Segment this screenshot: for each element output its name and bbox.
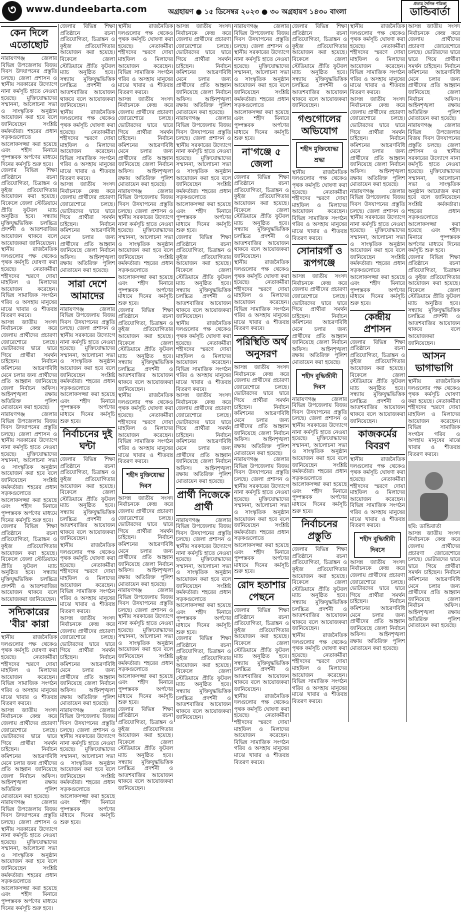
article-text: নারায়ণগঞ্জ জেলার বিভিন্ন উপজেলায় বিজয় দিবস উদযাপনের প্রস্তুতি চলছে। জেলা প্রশাসন ও স্থানীয় সরকারের উদ্যোগে নানা কর্মসূচি হাতে নেওয়া হয়েছে। মুক্তিযোদ্ধাদের সম্মাননা, আলোচনা সভা ও সাংস্কৃতিক অনুষ্ঠান আয়োজন করা হবে বলে জানিয়েছেন সংশ্লিষ্ট কর্মকর্তারা। শহরের প্রধান সড়কগুলোতে আলোকসজ্জা করা হয়েছে এবং শহীদ মিনারে পুষ্পস্তবক অর্পণের মাধ্যমে দিনের কর্মসূচি শুরু হবে। xyxy=(60,707,115,826)
article-text: স্থানীয় রাজনৈতিক দলগুলোর পক্ষ থেকেও পৃথক কর্মসূচি ঘোষণা করা হয়েছে। নেতাকর্মীরা শহীদদের স্মরণে দোয়া মাহফিল ও মিলাদের আয়োজন করেছেন। বিভিন্ন সামাজিক সংগঠন গরিব ও অসহায় মানুষের মাঝে খাবার ও শীতবস্ত্র বিতরণ করবে। xyxy=(118,393,173,466)
column-5 xyxy=(234,24,289,766)
headline[interactable]: সদ্যিকারের 'বীর' কারা xyxy=(1,605,57,633)
article-text: নারায়ণগঞ্জ জেলার বিভিন্ন উপজেলায় বিজয় দিবস উদযাপনের প্রস্তুতি চলছে। জেলা প্রশাসন ও স্থানীয় সরকারের উদ্যোগে নানা কর্মসূচি হাতে নেওয়া হয়েছে। মুক্তিযোদ্ধাদের সম্মাননা, আলোচনা সভা ও সাংস্কৃতিক অনুষ্ঠান আয়োজন করা হবে বলে জানিয়েছেন সংশ্লিষ্ট কর্মকর্তারা। শহরের প্রধান সড়কগুলোতে আলোকসজ্জা করা হয়েছে এবং শহীদ মিনারে পুষ্পস্তবক অর্পণের মাধ্যমে দিনের কর্মসূচি শুরু হবে। xyxy=(60,306,115,425)
photo-placeholder-icon xyxy=(408,461,460,521)
headline[interactable]: কাজকর্মের বিবরণ xyxy=(350,427,405,455)
article-text: জেলার বিভিন্ন শিক্ষা প্রতিষ্ঠানে রচনা প্রতিযোগিতা, চিত্রাঙ্কন ও কুইজ প্রতিযোগিতার আয়োজন করা হয়েছে। বিকেলে জেলা স্টেডিয়ামে প্রীতি ফুটবল ম্যাচ অনুষ্ঠিত হবে। সন্ধ্যায় মুক্তিযুদ্ধভিত্তিক চলচ্চিত্র প্রদর্শনী ও আতশবাজির আয়োজন থাকবে বলে আয়োজকরা জানিয়েছেন। xyxy=(60,457,115,543)
logo-name: ডান্ডিবার্তা xyxy=(410,7,450,18)
article-text: স্থানীয় রাজনৈতিক দলগুলোর পক্ষ থেকেও পৃথক কর্মসূচি ঘোষণা করা হয়েছে। নেতাকর্মীরা শহীদদের স্মরণে দোয়া মাহফিল ও মিলাদের আয়োজন করেছেন। বিভিন্ন সামাজিক সংগঠন গরিব ও অসহায় মানুষের মাঝে খাবার ও শীতবস্ত্র বিতরণ করবে। xyxy=(1,247,57,320)
column-divider xyxy=(290,24,291,722)
article-text: আসন্ন জাতীয় সংসদ নির্বাচনকে কেন্দ্র করে জেলায় প্রার্থীদের প্রচারণা জোরেশোরে চলছে। ভোটারদের দ্বারে দ্বারে গিয়ে প্রার্থীরা সমর্থন চাইছেন। নির্বাচন কমিশনের আচরণবিধি মেনে চলার জন্য প্রার্থীদের প্রতি আহ্বান জানিয়েছে জেলা নির্বাচন অফিস। আইনশৃঙ্খলা রক্ষায় অতিরিক্ত পুলিশ মোতায়েন করা হয়েছে। xyxy=(176,393,231,485)
article-text: স্থানীয় রাজনৈতিক দলগুলোর পক্ষ থেকেও পৃথক কর্মসূচি ঘোষণা করা হয়েছে। নেতাকর্মীরা শহীদদের স্মরণে দোয়া মাহফিল ও মিলাদের আয়োজন করেছেন। বিভিন্ন সামাজিক সংগঠন গরিব ও অসহায় মানুষের মাঝে খাবার ও শীতবস্ত্র বিতরণ করবে। xyxy=(176,320,231,393)
article-text: স্থানীয় রাজনৈতিক দলগুলোর পক্ষ থেকেও পৃথক কর্মসূচি ঘোষণা করা হয়েছে। নেতাকর্মীরা শহীদদের স্মরণে দোয়া মাহফিল ও মিলাদের আয়োজন করেছেন। বিভিন্ন সামাজিক সংগঠন গরিব ও অসহায় মানুষের মাঝে খাবার ও শীতবস্ত্র বিতরণ করবে। xyxy=(292,169,347,242)
headline[interactable]: নির্বাচনের প্রস্তুতি xyxy=(292,517,347,545)
article-text: স্থানীয় রাজনৈতিক দলগুলোর পক্ষ থেকেও পৃথক কর্মসূচি ঘোষণা করা হয়েছে। নেতাকর্মীরা শহীদদের স্মরণে দোয়া মাহফিল ও মিলাদের আয়োজন করেছেন। বিভিন্ন সামাজিক সংগঠন গরিব ও অসহায় মানুষের মাঝে খাবার ও শীতবস্ত্র বিতরণ করবে। xyxy=(350,457,405,530)
article-text: আসন্ন জাতীয় সংসদ নির্বাচনকে কেন্দ্র করে জেলায় প্রার্থীদের প্রচারণা জোরেশোরে চলছে। ভোটারদের দ্বারে দ্বারে গিয়ে প্রার্থীরা সমর্থন চাইছেন। নির্বাচন কমিশনের আচরণবিধি মেনে চলার জন্য প্রার্থীদের প্রতি আহ্বান জানিয়েছে জেলা নির্বাচন অফিস। আইনশৃঙ্খলা রক্ষায় অতিরিক্ত পুলিশ মোতায়েন করা হয়েছে। xyxy=(118,96,173,189)
article-text: নারায়ণগঞ্জ জেলার বিভিন্ন উপজেলায় বিজয় দিবস উদযাপনের প্রস্তুতি চলছে। জেলা প্রশাসন ও স্থানীয় সরকারের উদ্যোগে নানা কর্মসূচি হাতে নেওয়া হয়েছে। মুক্তিযোদ্ধাদের সম্মাননা, আলোচনা সভা ও সাংস্কৃতিক অনুষ্ঠান আয়োজন করা হবে বলে জানিয়েছেন সংশ্লিষ্ট কর্মকর্তারা। শহরের প্রধান সড়কগুলোতে আলোকসজ্জা করা হয়েছে এবং শহীদ মিনারে পুষ্পস্তবক অর্পণের মাধ্যমে দিনের কর্মসূচি শুরু হবে। xyxy=(176,116,231,235)
headline[interactable]: কেন্দ্রীয় প্রশাসন xyxy=(350,310,405,338)
article-text: নারায়ণগঞ্জ জেলার বিভিন্ন উপজেলায় বিজয় দিবস উদযাপনের প্রস্তুতি চলছে। জেলা প্রশাসন ও স্থানীয় সরকারের উদ্যোগে নানা কর্মসূচি হাতে নেওয়া হয়েছে। মুক্তিযোদ্ধাদের সম্মাননা, আলোচনা সভা ও সাংস্কৃতিক অনুষ্ঠান আয়োজন করা হবে বলে জানিয়েছেন সংশ্লিষ্ট কর্মকর্তারা। শহরের প্রধান সড়কগুলোতে আলোকসজ্জা করা হয়েছে এবং শহীদ মিনারে পুষ্পস্তবক অর্পণের মাধ্যমে দিনের কর্মসূচি শুরু হবে। xyxy=(1,56,57,168)
masthead xyxy=(0,0,461,23)
column-divider xyxy=(174,24,175,722)
column-4 xyxy=(176,24,231,724)
article-text: স্থানীয় রাজনৈতিক দলগুলোর পক্ষ থেকেও পৃথক কর্মসূচি ঘোষণা করা হয়েছে। নেতাকর্মীরা শহীদদের স্মরণে দোয়া মাহফিল ও মিলাদের আয়োজন করেছেন। বিভিন্ন সামাজিক সংগঠন গরিব ও অসহায় মানুষের মাঝে খাবার ও শীতবস্ত্র বিতরণ করবে। xyxy=(234,260,289,333)
article-text: আসন্ন জাতীয় সংসদ নির্বাচনকে কেন্দ্র করে জেলায় প্রার্থীদের প্রচারণা জোরেশোরে চলছে। ভোটারদের দ্বারে দ্বারে গিয়ে প্রার্থীরা সমর্থন চাইছেন। নির্বাচন কমিশনের আচরণবিধি মেনে চলার জন্য প্রার্থীদের প্রতি আহ্বান জানিয়েছে জেলা নির্বাচন অফিস। আইনশৃঙ্খলা রক্ষায় অতিরিক্ত পুলিশ মোতায়েন করা হয়েছে। xyxy=(1,707,57,800)
article-text: নারায়ণগঞ্জ জেলার বিভিন্ন উপজেলায় বিজয় দিবস উদযাপনের প্রস্তুতি চলছে। জেলা প্রশাসন ও স্থানীয় সরকারের উদ্যোগে নানা কর্মসূচি হাতে নেওয়া হয়েছে। মুক্তিযোদ্ধাদের সম্মাননা, আলোচনা সভা ও সাংস্কৃতিক অনুষ্ঠান আয়োজন করা হবে বলে জানিয়েছেন সংশ্লিষ্ট কর্মকর্তারা। শহরের প্রধান সড়কগুলোতে আলোকসজ্জা করা হয়েছে এবং শহীদ মিনারে পুষ্পস্তবক অর্পণের মাধ্যমে দিনের কর্মসূচি শুরু হবে। xyxy=(1,412,57,524)
news-photo xyxy=(408,461,460,521)
article-text: নারায়ণগঞ্জ জেলার বিভিন্ন উপজেলায় বিজয় দিবস উদযাপনের প্রস্তুতি চলছে। জেলা প্রশাসন ও স্থানীয় সরকারের উদ্যোগে নানা কর্মসূচি হাতে নেওয়া হয়েছে। মুক্তিযোদ্ধাদের সম্মাননা, আলোচনা সভা ও সাংস্কৃতিক অনুষ্ঠান আয়োজন করা হবে বলে জানিয়েছেন সংশ্লিষ্ট কর্মকর্তারা। শহরের প্রধান সড়কগুলোতে আলোকসজ্জা করা হয়েছে এবং শহীদ মিনারে পুষ্পস্তবক অর্পণের মাধ্যমে দিনের কর্মসূচি শুরু হবে। xyxy=(350,188,405,307)
article-text: আসন্ন জাতীয় সংসদ নির্বাচনকে কেন্দ্র করে জেলায় প্রার্থীদের প্রচারণা জোরেশোরে চলছে। ভোটারদের দ্বারে দ্বারে গিয়ে প্রার্থীরা সমর্থন চাইছেন। নির্বাচন কমিশনের আচরণবিধি মেনে চলার জন্য প্রার্থীদের প্রতি আহ্বান জানিয়েছে জেলা নির্বাচন অফিস। আইনশৃঙ্খলা রক্ষায় অতিরিক্ত পুলিশ মোতায়েন করা হয়েছে। xyxy=(408,530,460,630)
article-text: জেলার বিভিন্ন শিক্ষা প্রতিষ্ঠানে রচনা প্রতিযোগিতা, চিত্রাঙ্কন ও কুইজ প্রতিযোগিতার আয়োজন করা হয়েছে। বিকেলে জেলা স্টেডিয়ামে প্রীতি ফুটবল ম্যাচ অনুষ্ঠিত হবে। সন্ধ্যায় মুক্তিযুদ্ধভিত্তিক চলচ্চিত্র প্রদর্শনী ও আতশবাজির আয়োজন থাকবে বলে আয়োজকরা জানিয়েছেন। xyxy=(234,607,289,694)
article-text: আসন্ন জাতীয় সংসদ নির্বাচনকে কেন্দ্র করে জেলায় প্রার্থীদের প্রচারণা জোরেশোরে চলছে। ভোটারদের দ্বারে দ্বারে গিয়ে প্রার্থীরা সমর্থন চাইছেন। নির্বাচন কমিশনের আচরণবিধি মেনে চলার জন্য প্রার্থীদের প্রতি আহ্বান জানিয়েছে জেলা নির্বাচন অফিস। আইনশৃঙ্খলা রক্ষায় অতিরিক্ত পুলিশ মোতায়েন করা হয়েছে। xyxy=(350,96,405,189)
article-text: আসন্ন জাতীয় সংসদ নির্বাচনকে কেন্দ্র করে জেলায় প্রার্থীদের প্রচারণা জোরেশোরে চলছে। ভোটারদের দ্বারে দ্বারে গিয়ে প্রার্থীরা সমর্থন চাইছেন। নির্বাচন কমিশনের আচরণবিধি মেনে চলার জন্য প্রার্থীদের প্রতি আহ্বান জানিয়েছে জেলা নির্বাচন অফিস। আইনশৃঙ্খলা রক্ষায় অতিরিক্ত পুলিশ মোতায়েন করা হয়েছে। xyxy=(60,182,115,274)
article-text: জেলার বিভিন্ন শিক্ষা প্রতিষ্ঠানে রচনা প্রতিযোগিতা, চিত্রাঙ্কন ও কুইজ প্রতিযোগিতার আয়োজন করা হয়েছে। বিকেলে জেলা স্টেডিয়ামে প্রীতি ফুটবল ম্যাচ অনুষ্ঠিত হবে। সন্ধ্যায় মুক্তিযুদ্ধভিত্তিক চলচ্চিত্র প্রদর্শনী ও আতশবাজির আয়োজন থাকবে বলে আয়োজকরা জানিয়েছেন। xyxy=(176,636,231,722)
article-text: নারায়ণগঞ্জ জেলার বিভিন্ন উপজেলায় বিজয় দিবস উদযাপনের প্রস্তুতি চলছে। জেলা প্রশাসন ও স্থানীয় সরকারের উদ্যোগে নানা কর্মসূচি হাতে নেওয়া হয়েছে। মুক্তিযোদ্ধাদের সম্মাননা, আলোচনা সভা ও সাংস্কৃতিক অনুষ্ঠান আয়োজন করা হবে বলে জানিয়েছেন সংশ্লিষ্ট কর্মকর্তারা। শহরের প্রধান সড়কগুলোতে আলোকসজ্জা করা হয়েছে এবং শহীদ মিনারে পুষ্পস্তবক অর্পণের মাধ্যমে দিনের কর্মসূচি শুরু হবে। xyxy=(118,588,173,707)
byline: শহীদ বুদ্ধিজীবী দিবস xyxy=(296,369,343,395)
article-text: জেলার বিভিন্ন শিক্ষা প্রতিষ্ঠানে রচনা প্রতিযোগিতা, চিত্রাঙ্কন ও কুইজ প্রতিযোগিতার আয়োজন করা হয়েছে। বিকেলে জেলা স্টেডিয়ামে প্রীতি ফুটবল ম্যাচ অনুষ্ঠিত হবে। সন্ধ্যায় মুক্তিযুদ্ধভিত্তিক চলচ্চিত্র প্রদর্শনী ও আতশবাজির আয়োজন থাকবে বলে আয়োজকরা জানিয়েছেন। xyxy=(1,168,57,247)
column-2 xyxy=(60,24,115,826)
byline: শহীদ মুক্তিযোদ্ধা দিবস xyxy=(122,468,169,494)
article-text: জেলার বিভিন্ন শিক্ষা প্রতিষ্ঠানে রচনা প্রতিযোগিতা, চিত্রাঙ্কন ও কুইজ প্রতিযোগিতার আয়োজন করা হয়েছে। বিকেলে জেলা স্টেডিয়ামে প্রীতি ফুটবল ম্যাচ অনুষ্ঠিত হবে। সন্ধ্যায় মুক্তিযুদ্ধভিত্তিক চলচ্চিত্র প্রদর্শনী ও আতশবাজির আয়োজন থাকবে বলে আয়োজকরা জানিয়েছেন। xyxy=(176,235,231,321)
article-text: আসন্ন জাতীয় সংসদ নির্বাচনকে কেন্দ্র করে জেলায় প্রার্থীদের প্রচারণা জোরেশোরে চলছে। ভোটারদের দ্বারে দ্বারে গিয়ে প্রার্থীরা সমর্থন চাইছেন। নির্বাচন কমিশনের আচরণবিধি মেনে চলার জন্য প্রার্থীদের প্রতি আহ্বান জানিয়েছে জেলা নির্বাচন অফিস। আইনশৃঙ্খলা রক্ষায় অতিরিক্ত পুলিশ মোতায়েন করা হয়েছে। xyxy=(408,24,460,123)
column-1 xyxy=(1,24,57,912)
article-text: স্থানীয় রাজনৈতিক দলগুলোর পক্ষ থেকেও পৃথক কর্মসূচি ঘোষণা করা হয়েছে। নেতাকর্মীরা শহীদদের স্মরণে দোয়া মাহফিল ও মিলাদের আয়োজন করেছেন। বিভিন্ন সামাজিক সংগঠন গরিব ও অসহায় মানুষের মাঝে খাবার ও শীতবস্ত্র বিতরণ করবে। xyxy=(60,109,115,182)
byline: শহীদ বুদ্ধিজীবী দিবসে xyxy=(354,532,401,558)
article-text: স্থানীয় রাজনৈতিক দলগুলোর পক্ষ থেকেও পৃথক কর্মসূচি ঘোষণা করা হয়েছে। নেতাকর্মীরা শহীদদের স্মরণে দোয়া মাহফিল ও মিলাদের আয়োজন করেছেন। বিভিন্ন সামাজিক সংগঠন গরিব ও অসহায় মানুষের মাঝে খাবার ও শীতবস্ত্র বিতরণ করবে। xyxy=(408,379,460,458)
column-divider xyxy=(58,24,59,722)
article-text: জেলার বিভিন্ন শিক্ষা প্রতিষ্ঠানে রচনা প্রতিযোগিতা, চিত্রাঙ্কন ও কুইজ প্রতিযোগিতার আয়োজন করা হয়েছে। বিকেলে জেলা স্টেডিয়ামে প্রীতি ফুটবল ম্যাচ অনুষ্ঠিত হবে। সন্ধ্যায় মুক্তিযুদ্ধভিত্তিক চলচ্চিত্র প্রদর্শনী ও আতশবাজির আয়োজন থাকবে বলে আয়োজকরা জানিয়েছেন। xyxy=(350,339,405,425)
headline[interactable]: সোনারগাঁ ও রূপগঞ্জে xyxy=(292,244,347,272)
headline[interactable]: রোদ হতাশার পেছনে xyxy=(234,578,289,606)
date-line: অগ্রহায়ণ ● ১৫ ডিসেম্বর ২০২৩ ● ৩০ অগ্রহায়ণ ১৪৩০ বাংলা xyxy=(168,8,347,16)
article-text: স্থানীয় রাজনৈতিক দলগুলোর পক্ষ থেকেও পৃথক কর্মসূচি ঘোষণা করা হয়েছে। নেতাকর্মীরা শহীদদের স্মরণে দোয়া মাহফিল ও মিলাদের আয়োজন করেছেন। বিভিন্ন সামাজিক সংগঠন গরিব ও অসহায় মানুষের মাঝে খাবার ও শীতবস্ত্র বিতরণ করবে। xyxy=(118,24,173,96)
page-number: ৩ xyxy=(2,1,22,21)
column-3 xyxy=(118,24,173,792)
column-divider xyxy=(116,24,117,722)
article-text: আসন্ন জাতীয় সংসদ নির্বাচনকে কেন্দ্র করে জেলায় প্রার্থীদের প্রচারণা জোরেশোরে চলছে। ভোটারদের দ্বারে দ্বারে গিয়ে প্রার্থীরা সমর্থন চাইছেন। নির্বাচন কমিশনের আচরণবিধি মেনে চলার জন্য প্রার্থীদের প্রতি আহ্বান জানিয়েছে জেলা নির্বাচন অফিস। আইনশৃঙ্খলা রক্ষায় অতিরিক্ত পুলিশ মোতায়েন করা হয়েছে। xyxy=(234,364,289,457)
article-text: আসন্ন জাতীয় সংসদ নির্বাচনকে কেন্দ্র করে জেলায় প্রার্থীদের প্রচারণা জোরেশোরে চলছে। ভোটারদের দ্বারে দ্বারে গিয়ে প্রার্থীরা সমর্থন চাইছেন। নির্বাচন কমিশনের আচরণবিধি মেনে চলার জন্য প্রার্থীদের প্রতি আহ্বান জানিয়েছে জেলা নির্বাচন অফিস। আইনশৃঙ্খলা রক্ষায় অতিরিক্ত পুলিশ মোতায়েন করা হয়েছে। xyxy=(118,495,173,588)
article-text: স্থানীয় রাজনৈতিক দলগুলোর পক্ষ থেকেও পৃথক কর্মসূচি ঘোষণা করা হয়েছে। নেতাকর্মীরা শহীদদের স্মরণে দোয়া মাহফিল ও মিলাদের আয়োজন করেছেন। বিভিন্ন সামাজিক সংগঠন গরিব ও অসহায় মানুষের মাঝে খাবার ও শীতবস্ত্র বিতরণ করবে। xyxy=(350,24,405,96)
newspaper-logo xyxy=(401,0,459,23)
article-text: জেলার বিভিন্ন শিক্ষা প্রতিষ্ঠানে রচনা প্রতিযোগিতা, চিত্রাঙ্কন ও কুইজ প্রতিযোগিতার আয়োজন করা হয়েছে। বিকেলে জেলা স্টেডিয়ামে প্রীতি ফুটবল ম্যাচ অনুষ্ঠিত হবে। সন্ধ্যায় মুক্তিযুদ্ধভিত্তিক চলচ্চিত্র প্রদর্শনী ও আতশবাজির আয়োজন থাকবে বলে আয়োজকরা জানিয়েছেন। xyxy=(1,524,57,603)
article-text: স্থানীয় রাজনৈতিক দলগুলোর পক্ষ থেকেও পৃথক কর্মসূচি ঘোষণা করা হয়েছে। নেতাকর্মীরা শহীদদের স্মরণে দোয়া মাহফিল ও মিলাদের আয়োজন করেছেন। বিভিন্ন সামাজিক সংগঠন গরিব ও অসহায় মানুষের মাঝে খাবার ও শীতবস্ত্র বিতরণ করবে। xyxy=(292,632,347,705)
headline[interactable]: সারা দেশে আমাদের xyxy=(60,277,115,305)
headline[interactable]: না'গঞ্জে ৫ জেলা xyxy=(234,145,289,173)
column-divider xyxy=(406,24,407,722)
headline[interactable]: আসন ভাগাভাগি xyxy=(408,349,460,377)
article-text: স্থানীয় রাজনৈতিক দলগুলোর পক্ষ থেকেও পৃথক কর্মসূচি ঘোষণা করা হয়েছে। নেতাকর্মীরা শহীদদের স্মরণে দোয়া মাহফিল ও মিলাদের আয়োজন করেছেন। বিভিন্ন সামাজিক সংগঠন গরিব ও অসহায় মানুষের মাঝে খাবার ও শীতবস্ত্র বিতরণ করবে। xyxy=(234,693,289,766)
article-text: জেলার বিভিন্ন শিক্ষা প্রতিষ্ঠানে রচনা প্রতিযোগিতা, চিত্রাঙ্কন ও কুইজ প্রতিযোগিতার আয়োজন করা হয়েছে। বিকেলে জেলা স্টেডিয়ামে প্রীতি ফুটবল ম্যাচ অনুষ্ঠিত হবে। সন্ধ্যায় মুক্তিযুদ্ধভিত্তিক চলচ্চিত্র প্রদর্শনী ও আতশবাজির আয়োজন থাকবে বলে আয়োজকরা জানিয়েছেন। xyxy=(408,254,460,347)
article-text: নারায়ণগঞ্জ জেলার বিভিন্ন উপজেলায় বিজয় দিবস উদযাপনের প্রস্তুতি চলছে। জেলা প্রশাসন ও স্থানীয় সরকারের উদ্যোগে নানা কর্মসূচি হাতে নেওয়া হয়েছে। মুক্তিযোদ্ধাদের সম্মাননা, আলোচনা সভা ও সাংস্কৃতিক অনুষ্ঠান আয়োজন করা হবে বলে জানিয়েছেন সংশ্লিষ্ট কর্মকর্তারা। শহরের প্রধান সড়কগুলোতে আলোকসজ্জা করা হয়েছে এবং শহীদ মিনারে পুষ্পস্তবক অর্পণের মাধ্যমে দিনের কর্মসূচি শুরু হবে। xyxy=(118,188,173,307)
article-text: জেলার বিভিন্ন শিক্ষা প্রতিষ্ঠানে রচনা প্রতিযোগিতা, চিত্রাঙ্কন ও কুইজ প্রতিযোগিতার আয়োজন করা হয়েছে। বিকেলে জেলা স্টেডিয়ামে প্রীতি ফুটবল ম্যাচ অনুষ্ঠিত হবে। সন্ধ্যায় মুক্তিযুদ্ধভিত্তিক চলচ্চিত্র প্রদর্শনী ও আতশবাজির আয়োজন থাকবে বলে আয়োজকরা জানিয়েছেন। xyxy=(292,547,347,633)
article-text: জেলার বিভিন্ন শিক্ষা প্রতিষ্ঠানে রচনা প্রতিযোগিতা, চিত্রাঙ্কন ও কুইজ প্রতিযোগিতার আয়োজন করা হয়েছে। বিকেলে জেলা স্টেডিয়ামে প্রীতি ফুটবল ম্যাচ অনুষ্ঠিত হবে। সন্ধ্যায় মুক্তিযুদ্ধভিত্তিক চলচ্চিত্র প্রদর্শনী ও আতশবাজির আয়োজন থাকবে বলে আয়োজকরা জানিয়েছেন। xyxy=(234,174,289,260)
logo-tagline: প্রত্যয় দৈনিক পত্রিকা xyxy=(413,1,447,6)
article-text: আসন্ন জাতীয় সংসদ নির্বাচনকে কেন্দ্র করে জেলায় প্রার্থীদের প্রচারণা জোরেশোরে চলছে। ভোটারদের দ্বারে দ্বারে গিয়ে প্রার্থীরা সমর্থন চাইছেন। নির্বাচন কমিশনের আচরণবিধি মেনে চলার জন্য প্রার্থীদের প্রতি আহ্বান জানিয়েছে জেলা নির্বাচন অফিস। আইনশৃঙ্খলা রক্ষায় অতিরিক্ত পুলিশ মোতায়েন করা হয়েছে। xyxy=(292,274,347,366)
article-text: আসন্ন জাতীয় সংসদ নির্বাচনকে কেন্দ্র করে জেলায় প্রার্থীদের প্রচারণা জোরেশোরে চলছে। ভোটারদের দ্বারে দ্বারে গিয়ে প্রার্থীরা সমর্থন চাইছেন। নির্বাচন কমিশনের আচরণবিধি মেনে চলার জন্য প্রার্থীদের প্রতি আহ্বান জানিয়েছে জেলা নির্বাচন অফিস। আইনশৃঙ্খলা রক্ষায় অতিরিক্ত পুলিশ মোতায়েন করা হয়েছে। xyxy=(350,559,405,652)
headline[interactable]: প্রার্থী নিজেকে প্রার্থী xyxy=(176,488,231,516)
article-text: আসন্ন জাতীয় সংসদ নির্বাচনকে কেন্দ্র করে জেলায় প্রার্থীদের প্রচারণা জোরেশোরে চলছে। ভোটারদের দ্বারে দ্বারে গিয়ে প্রার্থীরা সমর্থন চাইছেন। নির্বাচন কমিশনের আচরণবিধি মেনে চলার জন্য প্রার্থীদের প্রতি আহ্বান জানিয়েছে জেলা নির্বাচন অফিস। আইনশৃঙ্খলা রক্ষায় অতিরিক্ত পুলিশ মোতায়েন করা হয়েছে। xyxy=(1,319,57,412)
article-text: নারায়ণগঞ্জ জেলার বিভিন্ন উপজেলায় বিজয় দিবস উদযাপনের প্রস্তুতি চলছে। জেলা প্রশাসন ও স্থানীয় সরকারের উদ্যোগে নানা কর্মসূচি হাতে নেওয়া হয়েছে। মুক্তিযোদ্ধাদের সম্মাননা, আলোচনা সভা ও সাংস্কৃতিক অনুষ্ঠান আয়োজন করা হবে বলে জানিয়েছেন সংশ্লিষ্ট কর্মকর্তারা। শহরের প্রধান সড়কগুলোতে আলোকসজ্জা করা হয়েছে এবং শহীদ মিনারে পুষ্পস্তবক অর্পণের মাধ্যমে দিনের কর্মসূচি শুরু হবে। xyxy=(234,457,289,576)
headline[interactable]: গণ্ডগোলের অভিযোগ xyxy=(292,112,347,140)
article-text: নারায়ণগঞ্জ জেলার বিভিন্ন উপজেলায় বিজয় দিবস উদযাপনের প্রস্তুতি চলছে। জেলা প্রশাসন ও স্থানীয় সরকারের উদ্যোগে নানা কর্মসূচি হাতে নেওয়া হয়েছে। মুক্তিযোদ্ধাদের সম্মাননা, আলোচনা সভা ও সাংস্কৃতিক অনুষ্ঠান আয়োজন করা হবে বলে জানিয়েছেন সংশ্লিষ্ট কর্মকর্তারা। শহরের প্রধান সড়কগুলোতে আলোকসজ্জা করা হয়েছে এবং শহীদ মিনারে পুষ্পস্তবক অর্পণের মাধ্যমে দিনের কর্মসূচি শুরু হবে। xyxy=(408,122,460,255)
headline[interactable]: নির্বাচনের দুই ঘন্টা xyxy=(60,427,115,455)
column-divider xyxy=(232,24,233,722)
byline: শহীদ মুক্তিযোদ্ধা শ্রদ্ধা xyxy=(296,142,343,168)
article-text: নারায়ণগঞ্জ জেলার বিভিন্ন উপজেলায় বিজয় দিবস উদযাপনের প্রস্তুতি চলছে। জেলা প্রশাসন ও স্থানীয় সরকারের উদ্যোগে নানা কর্মসূচি হাতে নেওয়া হয়েছে। মুক্তিযোদ্ধাদের সম্মাননা, আলোচনা সভা ও সাংস্কৃতিক অনুষ্ঠান আয়োজন করা হবে বলে জানিয়েছেন সংশ্লিষ্ট কর্মকর্তারা। শহরের প্রধান সড়কগুলোতে আলোকসজ্জা করা হয়েছে এবং শহীদ মিনারে পুষ্পস্তবক অর্পণের মাধ্যমে দিনের কর্মসূচি শুরু হবে। xyxy=(1,800,57,912)
article-text: নারায়ণগঞ্জ জেলার বিভিন্ন উপজেলায় বিজয় দিবস উদযাপনের প্রস্তুতি চলছে। জেলা প্রশাসন ও স্থানীয় সরকারের উদ্যোগে নানা কর্মসূচি হাতে নেওয়া হয়েছে। মুক্তিযোদ্ধাদের সম্মাননা, আলোচনা সভা ও সাংস্কৃতিক অনুষ্ঠান আয়োজন করা হবে বলে জানিয়েছেন সংশ্লিষ্ট কর্মকর্তারা। শহরের প্রধান সড়কগুলোতে আলোকসজ্জা করা হয়েছে এবং শহীদ মিনারে পুষ্পস্তবক অর্পণের মাধ্যমে দিনের কর্মসূচি শুরু হবে। xyxy=(234,24,289,143)
article-text: জেলার বিভিন্ন শিক্ষা প্রতিষ্ঠানে রচনা প্রতিযোগিতা, চিত্রাঙ্কন ও কুইজ প্রতিযোগিতার আয়োজন করা হয়েছে। বিকেলে জেলা স্টেডিয়ামে প্রীতি ফুটবল ম্যাচ অনুষ্ঠিত হবে। সন্ধ্যায় মুক্তিযুদ্ধভিত্তিক চলচ্চিত্র প্রদর্শনী ও আতশবাজির আয়োজন থাকবে বলে আয়োজকরা জানিয়েছেন। xyxy=(292,24,347,110)
photo-caption: ছবি: ডান্ডিবার্তা xyxy=(408,524,442,531)
article-text: নারায়ণগঞ্জ জেলার বিভিন্ন উপজেলায় বিজয় দিবস উদযাপনের প্রস্তুতি চলছে। জেলা প্রশাসন ও স্থানীয় সরকারের উদ্যোগে নানা কর্মসূচি হাতে নেওয়া হয়েছে। মুক্তিযোদ্ধাদের সম্মাননা, আলোচনা সভা ও সাংস্কৃতিক অনুষ্ঠান আয়োজন করা হবে বলে জানিয়েছেন সংশ্লিষ্ট কর্মকর্তারা। শহরের প্রধান সড়কগুলোতে আলোকসজ্জা করা হয়েছে এবং শহীদ মিনারে পুষ্পস্তবক অর্পণের মাধ্যমে দিনের কর্মসূচি শুরু হবে। xyxy=(176,517,231,636)
headline[interactable]: পরিস্থিতি অর্থ অনুসরণ xyxy=(234,335,289,363)
article-text: নারায়ণগঞ্জ জেলার বিভিন্ন উপজেলায় বিজয় দিবস উদযাপনের প্রস্তুতি চলছে। জেলা প্রশাসন ও স্থানীয় সরকারের উদ্যোগে নানা কর্মসূচি হাতে নেওয়া হয়েছে। মুক্তিযোদ্ধাদের সম্মাননা, আলোচনা সভা ও সাংস্কৃতিক অনুষ্ঠান আয়োজন করা হবে বলে জানিয়েছেন সংশ্লিষ্ট কর্মকর্তারা। শহরের প্রধান সড়কগুলোতে আলোকসজ্জা করা হয়েছে এবং শহীদ মিনারে পুষ্পস্তবক অর্পণের মাধ্যমে দিনের কর্মসূচি শুরু হবে। xyxy=(292,396,347,515)
site-url[interactable]: www.dundeebarta.com xyxy=(26,5,148,15)
article-text: জেলার বিভিন্ন শিক্ষা প্রতিষ্ঠানে রচনা প্রতিযোগিতা, চিত্রাঙ্কন ও কুইজ প্রতিযোগিতার আয়োজন করা হয়েছে। বিকেলে জেলা স্টেডিয়ামে প্রীতি ফুটবল ম্যাচ অনুষ্ঠিত হবে। সন্ধ্যায় মুক্তিযুদ্ধভিত্তিক চলচ্চিত্র প্রদর্শনী ও আতশবাজির আয়োজন থাকবে বলে আয়োজকরা জানিয়েছেন। xyxy=(118,307,173,393)
article-text: স্থানীয় রাজনৈতিক দলগুলোর পক্ষ থেকেও পৃথক কর্মসূচি ঘোষণা করা হয়েছে। নেতাকর্মীরা শহীদদের স্মরণে দোয়া মাহফিল ও মিলাদের আয়োজন করেছেন। বিভিন্ন সামাজিক সংগঠন গরিব ও অসহায় মানুষের মাঝে খাবার ও শীতবস্ত্র বিতরণ করবে। xyxy=(1,635,57,708)
article-text: স্থানীয় রাজনৈতিক দলগুলোর পক্ষ থেকেও পৃথক কর্মসূচি ঘোষণা করা হয়েছে। নেতাকর্মীরা শহীদদের স্মরণে দোয়া মাহফিল ও মিলাদের আয়োজন করেছেন। বিভিন্ন সামাজিক সংগঠন গরিব ও অসহায় মানুষের মাঝে খাবার ও শীতবস্ত্র বিতরণ করবে। xyxy=(60,542,115,615)
article-text: জেলার বিভিন্ন শিক্ষা প্রতিষ্ঠানে রচনা প্রতিযোগিতা, চিত্রাঙ্কন ও কুইজ প্রতিযোগিতার আয়োজন করা হয়েছে। বিকেলে জেলা স্টেডিয়ামে প্রীতি ফুটবল ম্যাচ অনুষ্ঠিত হবে। সন্ধ্যায় মুক্তিযুদ্ধভিত্তিক চলচ্চিত্র প্রদর্শনী ও আতশবাজির আয়োজন থাকবে বলে আয়োজকরা জানিয়েছেন। xyxy=(60,24,115,110)
headline[interactable]: কেন দিলে এতোছোট xyxy=(1,26,57,54)
column-7 xyxy=(350,24,405,724)
column-6 xyxy=(292,24,347,724)
column-divider xyxy=(348,24,349,722)
article-text: আসন্ন জাতীয় সংসদ নির্বাচনকে কেন্দ্র করে জেলায় প্রার্থীদের প্রচারণা জোরেশোরে চলছে। ভোটারদের দ্বারে দ্বারে গিয়ে প্রার্থীরা সমর্থন চাইছেন। নির্বাচন কমিশনের আচরণবিধি মেনে চলার জন্য প্রার্থীদের প্রতি আহ্বান জানিয়েছে জেলা নির্বাচন অফিস। আইনশৃঙ্খলা রক্ষায় অতিরিক্ত পুলিশ মোতায়েন করা হয়েছে। xyxy=(176,24,231,116)
article-text: আসন্ন জাতীয় সংসদ নির্বাচনকে কেন্দ্র করে জেলায় প্রার্থীদের প্রচারণা জোরেশোরে চলছে। ভোটারদের দ্বারে দ্বারে গিয়ে প্রার্থীরা সমর্থন চাইছেন। নির্বাচন কমিশনের আচরণবিধি মেনে চলার জন্য প্রার্থীদের প্রতি আহ্বান জানিয়েছে জেলা নির্বাচন অফিস। আইনশৃঙ্খলা রক্ষায় অতিরিক্ত পুলিশ মোতায়েন করা হয়েছে। xyxy=(60,615,115,708)
article-text: জেলার বিভিন্ন শিক্ষা প্রতিষ্ঠানে রচনা প্রতিযোগিতা, চিত্রাঙ্কন ও কুইজ প্রতিযোগিতার আয়োজন করা হয়েছে। বিকেলে জেলা স্টেডিয়ামে প্রীতি ফুটবল ম্যাচ অনুষ্ঠিত হবে। সন্ধ্যায় মুক্তিযুদ্ধভিত্তিক চলচ্চিত্র প্রদর্শনী ও আতশবাজির আয়োজন থাকবে বলে আয়োজকরা জানিয়েছেন। xyxy=(118,706,173,792)
column-8 xyxy=(408,24,460,724)
